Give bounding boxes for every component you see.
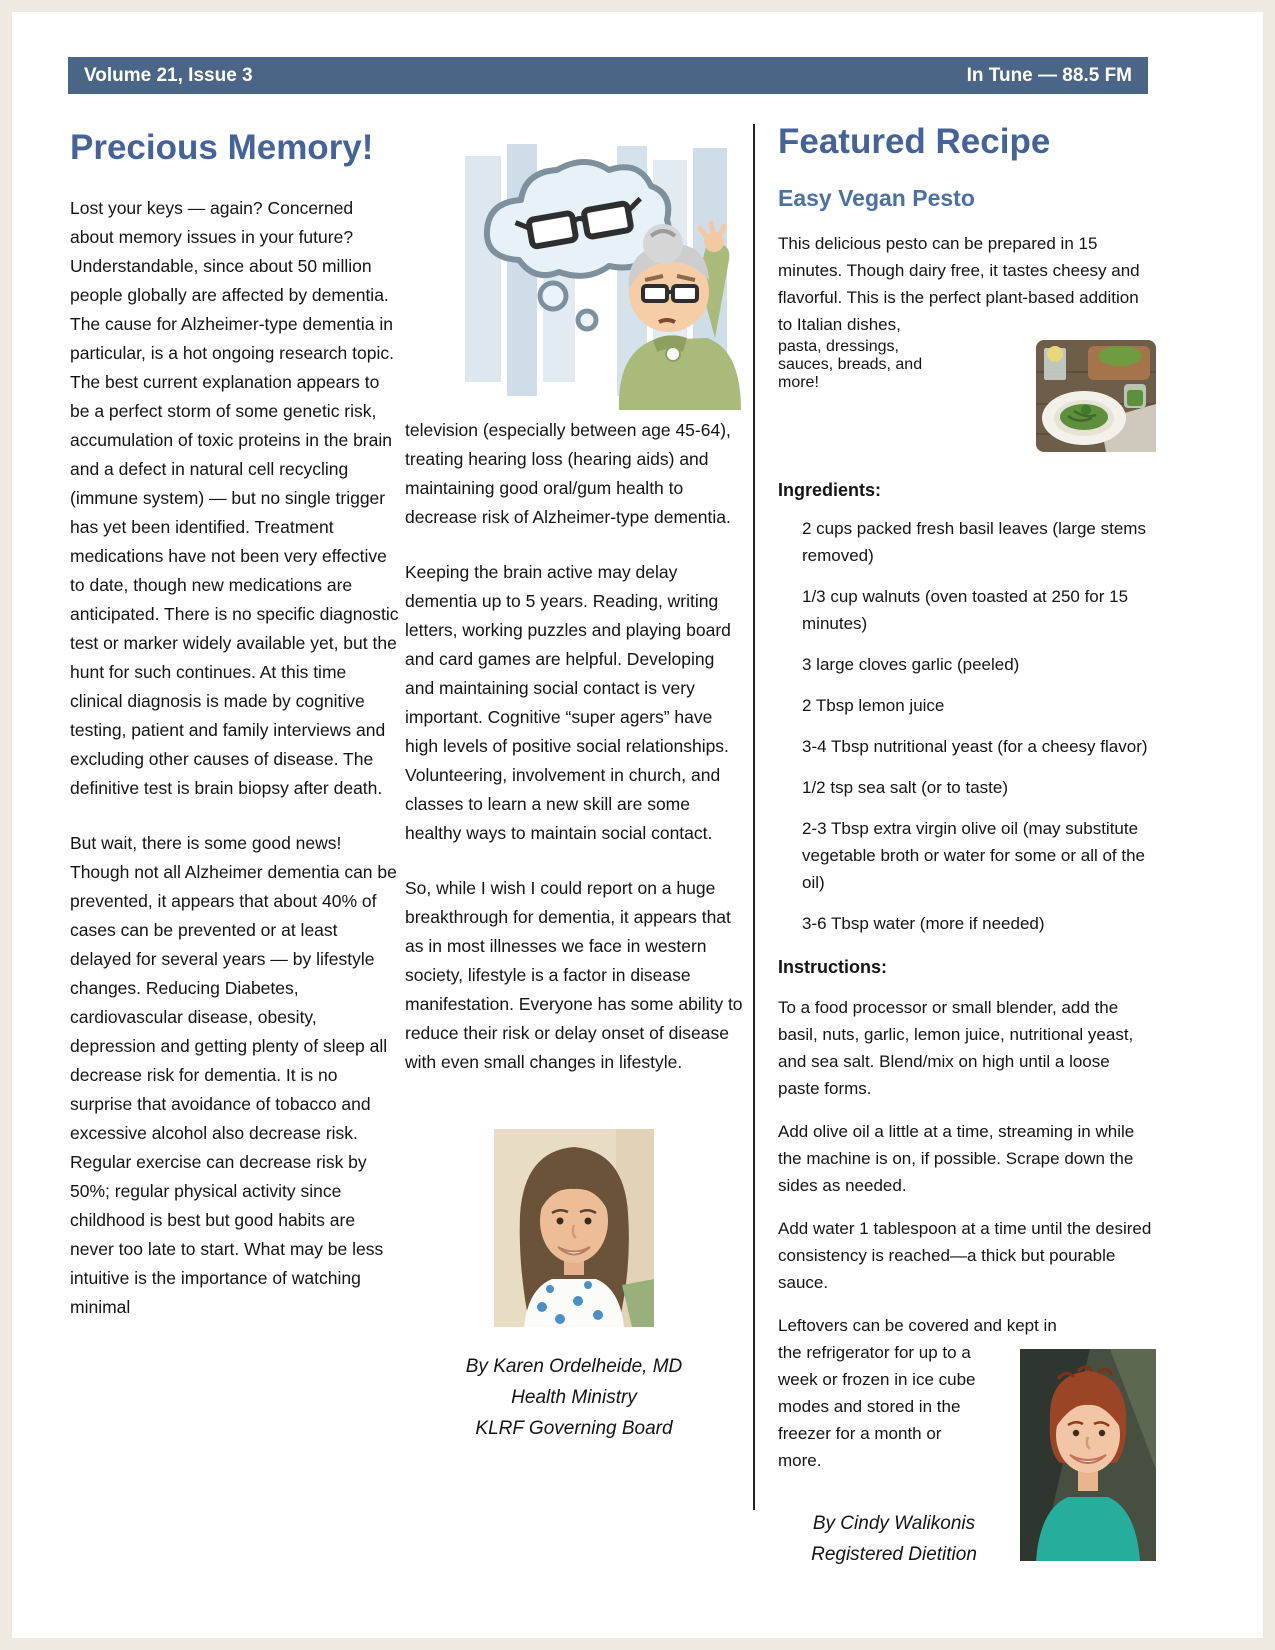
byline-author: By Karen Ordelheide, MD (465, 1356, 683, 1377)
recipe-intro: This delicious pesto can be prepared in 15 minutes. Though dairy free, it tastes cheesy and flavorful. This is the perfect plant-based addition to Italian dishes, (778, 234, 1140, 334)
recipe-intro-continued: pasta, dressings, sauces, breads, and more! (778, 338, 923, 391)
article-byline (405, 1351, 743, 1444)
article-paragraph: television (especially between age 45-64), treating hearing loss (hearing aids) and maintaining good oral/gum health to decrease risk of Alzheimer-type dementia. (405, 420, 731, 527)
ingredient-item: 3 large cloves garlic (peeled) (802, 655, 1020, 674)
article-paragraph: So, while I wish I could report on a huge breakthrough for dementia, it appears that as in most illnesses we face in western society, lifestyle is a factor in disease manifestation. Everyone has some ability to reduce their risk or delay onset of disease with even small changes in lifestyle. (405, 878, 743, 1072)
article-paragraph: But wait, there is some good news! Though not all Alzheimer dementia can be prevented, it appears that about 40% of cases can be prevented or at least delayed for several years — by lifestyle changes. Reducing Diabetes, cardiovascular disease, obesity, depression and getting plenty of sleep all decrease risk for dementia. It is no surprise that avoidance of tobacco and excessive alcohol also decrease risk. Regular exercise can decrease risk by 50%; regular physical activity since childhood is best but good habits are never too late to start. What may be less intuitive is the importance of watching minimal (70, 833, 397, 1317)
byline-role: Health Ministry (511, 1387, 637, 1408)
article-column-middle (405, 416, 743, 1444)
instruction-paragraph: Add water 1 tablespoon at a time until the desired consistency is reached—a thick but pourable sauce. (778, 1219, 1152, 1292)
recipe-byline (778, 1508, 1018, 1570)
byline-role: Registered Dietition (811, 1544, 977, 1565)
memory-illustration-image (457, 138, 747, 410)
pesto-photo (1036, 340, 1156, 452)
leftovers-text-continued: the refrigerator for up to a week or frozen in ice cube modes and stored in the freezer for a month or more. (778, 1343, 976, 1470)
byline-author: By Cindy Walikonis (812, 1513, 976, 1534)
instruction-paragraph: To a food processor or small blender, add the basil, nuts, garlic, lemon juice, nutritional yeast, and sea salt. Blend/mix on high until a loose paste forms. (778, 998, 1134, 1098)
karen-portrait-photo (494, 1129, 654, 1327)
recipe-section-title: Featured Recipe (778, 122, 1051, 161)
article-column-left (70, 128, 400, 1348)
ingredient-item: 3-4 Tbsp nutritional yeast (for a cheesy flavor) (802, 737, 1148, 756)
cindy-portrait-photo (1020, 1349, 1156, 1561)
issue-label: Volume 21, Issue 3 (84, 64, 253, 86)
column-divider (753, 124, 755, 1510)
recipe-name: Easy Vegan Pesto (778, 185, 975, 211)
ingredient-item: 2-3 Tbsp extra virgin olive oil (may substitute vegetable broth or water for some or all of the oil) (802, 819, 1146, 892)
article-paragraph: Lost your keys — again? Concerned about memory issues in your future? Understandable, since about 50 million people globally are affected by dementia. The cause for Alzheimer-type dementia in particular, is a hot ongoing research topic. The best current explanation appears to be a perfect storm of some genetic risk, accumulation of toxic proteins in the brain and a defect in natural cell recycling (immune system) — but no single trigger has yet been identified. Treatment medications have not been very effective to date, though new medications are anticipated. There is no specific diagnostic test or marker widely available yet, but the hunt for such continues. At this time clinical diagnosis is made by cognitive testing, patient and family interviews and excluding other causes of disease. The definitive test is brain biopsy after death. (70, 198, 399, 798)
ingredient-item: 1/3 cup walnuts (oven toasted at 250 for 15 minutes) (802, 587, 1129, 633)
instructions-heading: Instructions: (778, 957, 888, 977)
memory-illustration (457, 138, 747, 410)
ingredient-item: 2 Tbsp lemon juice (802, 696, 945, 715)
page-sheet (12, 12, 1263, 1638)
ingredient-item: 3-6 Tbsp water (more if needed) (802, 914, 1045, 933)
instruction-paragraph (778, 1312, 1156, 1474)
article-author-figure (405, 1129, 743, 1444)
ingredient-item: 2 cups packed fresh basil leaves (large stems removed) (802, 519, 1146, 565)
article-title: Precious Memory! (70, 128, 374, 167)
byline-org: KLRF Governing Board (475, 1418, 673, 1439)
ingredients-list (778, 515, 1156, 937)
station-label: In Tune — 88.5 FM (966, 64, 1132, 86)
recipe-column (778, 122, 1156, 1570)
article-paragraph: Keeping the brain active may delay dementia up to 5 years. Reading, writing letters, working puzzles and playing board and card games are helpful. Developing and maintaining social contact is very important. Cognitive “super agers” have high levels of positive social relationships. Volunteering, involvement in church, and classes to learn a new skill are some healthy ways to maintain social contact. (405, 562, 731, 843)
ingredient-item: 1/2 tsp sea salt (or to taste) (802, 778, 1008, 797)
instruction-paragraph: Add olive oil a little at a time, streaming in while the machine is on, if possible. Scrape down the sides as needed. (778, 1122, 1135, 1195)
masthead-bar (68, 57, 1148, 94)
recipe-intro-wrap (778, 338, 1156, 460)
ingredients-heading: Ingredients: (778, 480, 882, 500)
leftovers-text: Leftovers can be covered and kept in (778, 1316, 1057, 1335)
